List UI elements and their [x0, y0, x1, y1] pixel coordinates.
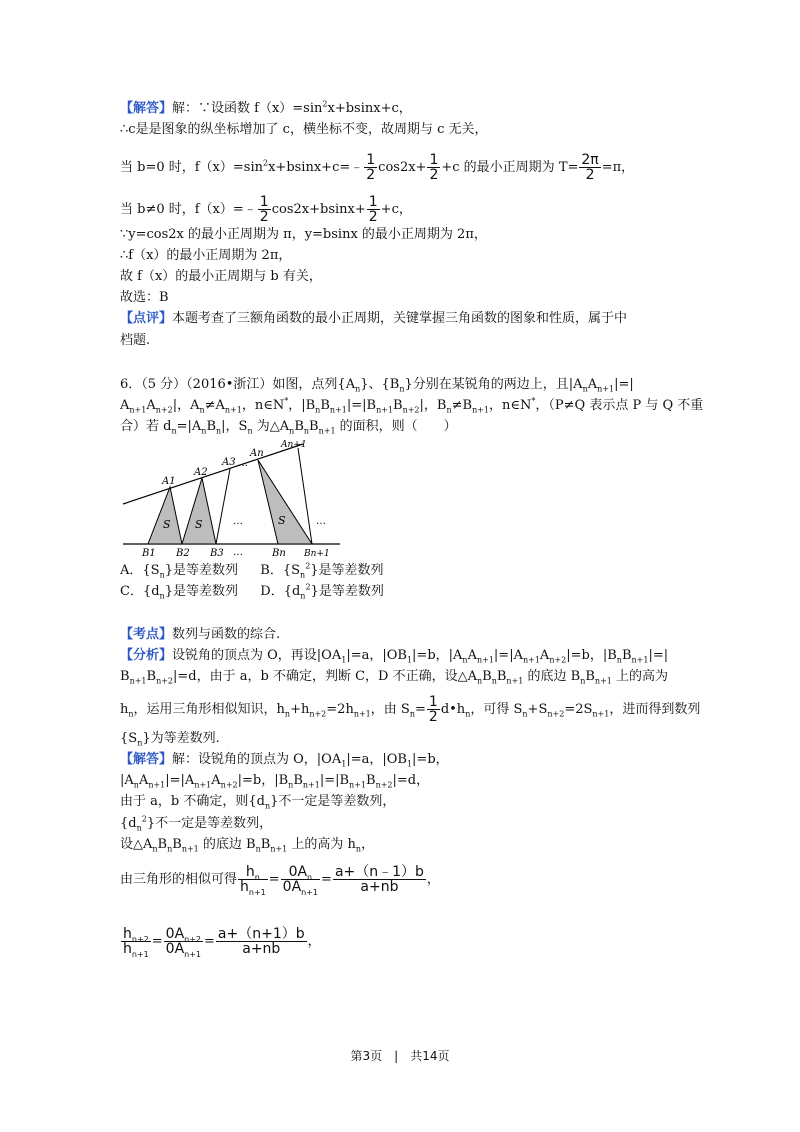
problem6-line-1: 6．（5 分）（2016•浙江）如图，点列$\{A_n\}$、$\{B_n\}$分别在某锐角的两边上，且$|A_nA_{n+1}|=|$: [120, 377, 634, 394]
s-label-n: S: [278, 514, 286, 527]
label-b1: B1: [142, 548, 156, 559]
fenxi-line-2: $B_{n+1}B_{n+2}|=d$，由于 a，b 不确定，判断 C，D 不正确，设$\triangle A_nB_nB_{n+1}$ 的底边 $B_nB_{n+1}$ 上的高为: [120, 669, 669, 686]
label-a3: A3: [222, 457, 236, 468]
kaodian-tag: 【考点】: [120, 627, 173, 642]
solution2-line-1: 【解答】解：设锐角的顶点为 O，$|OA_1|=a$，$|OB_1|=b$，: [120, 752, 449, 769]
triangle-n: [258, 460, 312, 544]
problem6-line-3: 合）若 $d_n=|A_nB_n|$，$S_n$ 为$\triangle A_nB_nB_{n+1}$ 的面积，则（ ）: [120, 419, 457, 436]
fenxi-line-3: $h_n$，运用三角形相似知识，$h_n+h_{n+2}=2h_{n+1}$，由 $S_n=$ $\frac{1}{2}$ $d•h_n$，可得 $S_n+S_{n+2}=2S_{n+1}$，进而得到数列: [120, 694, 701, 725]
dots-right: …: [316, 516, 326, 527]
solution-line-7: 故 f（x）的最小正周期与 b 有关，: [120, 269, 322, 284]
page-footer: 第3页 | 共14页: [350, 1049, 450, 1063]
solution2-line-2: $|A_nA_{n+1}|=|A_{n+1}A_{n+2}|=b$，$|B_nB_{n+1}|=|B_{n+1}B_{n+2}|=d$，: [120, 773, 430, 790]
option-a: A．$\{S_n\}$是等差数列: [120, 563, 239, 580]
fraction-half: $\frac{1}{2}$: [366, 152, 376, 183]
fraction-half: $\frac{1}{2}$: [429, 152, 439, 183]
solution2-line-3: 由于 a，b 不确定，则$\{d_n\}$不一定是等差数列，: [120, 794, 396, 811]
similarity-ratio-1: 由三角形的相似可得 $\frac{h_n}{h_{n+1}}$ = $\frac{0A_n}{0A_{n+1}}$ = $\frac{a+(n﹣1)b}{a+nb}$ ，: [120, 864, 440, 897]
fenxi-tag: 【分析】: [120, 648, 173, 663]
label-a1: A1: [162, 476, 176, 487]
triangle-1: [148, 487, 182, 544]
label-bn1: Bn+1: [304, 549, 330, 559]
fenxi-line-1: 【分析】设锐角的顶点为 O，再设$|OA_1|=a$，$|OB_1|=b$，$|A_nA_{n+1}|=|A_{n+1}A_{n+2}|=b$，$|B_nB_{n+1}|=|$: [120, 648, 669, 665]
edge-b3-a3: [216, 469, 230, 544]
comment-line-1: 【点评】本题考查了三额角函数的最小正周期，关键掌握三角函数的图象和性质，属于中: [120, 311, 628, 326]
label-a2: A2: [194, 467, 208, 478]
dots-middle: …: [233, 516, 243, 527]
fraction-two-pi-over-two: $\frac{2\pi}{2}$: [581, 152, 599, 183]
answer-tag-2: 【解答】: [120, 752, 173, 767]
fraction-half: $\frac{1}{2}$: [428, 694, 438, 725]
s-label-2: S: [195, 518, 203, 531]
dots-bottom: …: [233, 547, 243, 558]
option-b: B．$\{S_n^2\}$是等差数列: [260, 561, 384, 580]
ratio-oa-fraction: $\frac{0A_n}{0A_{n+1}}$: [282, 864, 319, 897]
ratio-ab-fraction: $\frac{a+(n﹣1)b}{a+nb}$: [334, 864, 424, 895]
ratio-h2-fraction: $\frac{h_{n+2}}{h_{n+1}}$: [123, 926, 149, 959]
solution-line-6: ∴f（x）的最小正周期为 2π，: [120, 248, 292, 263]
option-c: C．$\{d_n\}$是等差数列: [120, 584, 238, 601]
comment-tag: 【点评】: [120, 311, 173, 326]
solution2-line-4: $\{d_n^2\}$不一定是等差数列，: [120, 814, 273, 833]
label-an: An: [250, 448, 264, 459]
solution-line-1: 【解答】解：∵设函数 $f(x)=\sin^2x+bsinx+c$，: [120, 99, 412, 116]
label-b2: B2: [176, 548, 190, 559]
solution2-line-5: 设$\triangle A_nB_nB_{n+1}$ 的底边 $B_nB_{n+1}$ 上的高为 $h_n$，: [120, 837, 375, 854]
label-an1: An+1: [281, 440, 307, 450]
solution-line-3: 当 b=0 时，$f(x)=\sin^2x+bsinx+c=﹣$ $\frac{1}{2}$ cos2x+ $\frac{1}{2}$ +c 的最小正周期为 T= $\frac{2\pi}{2}$ =π，: [120, 152, 635, 183]
solution-line-2: ∴c是是图象的纵坐标增加了 c，横坐标不变，故周期与 c 无关，: [120, 122, 488, 137]
fraction-half: $\frac{1}{2}$: [259, 194, 269, 225]
answer-tag: 【解答】: [120, 101, 173, 116]
ratio-ab2-fraction: $\frac{a+(n+1)b}{a+nb}$: [217, 926, 305, 957]
kaodian-line: 【考点】数列与函数的综合.: [120, 627, 281, 642]
option-d: D．$\{d_n^2\}$是等差数列: [260, 582, 384, 601]
solution-line-5: ∵y=cos2x 的最小正周期为 π，y=bsinx 的最小正周期为 2π，: [120, 227, 487, 242]
ratio-oa2-fraction: $\frac{0A_{n+2}}{0A_{n+1}}$: [165, 926, 202, 959]
similarity-ratio-2: $\frac{h_{n+2}}{h_{n+1}}$ = $\frac{0A_{n+2}}{0A_{n+1}}$ = $\frac{a+(n+1)b}{a+nb}$ ，: [123, 926, 321, 959]
options-line-1: [120, 562, 384, 580]
options-line-2: [120, 583, 384, 601]
label-bn: Bn: [272, 548, 286, 559]
label-b3: B3: [210, 548, 224, 559]
s-label-1: S: [163, 518, 171, 531]
triangle-sequence-figure: [118, 440, 348, 560]
solution-line-8: 故选：B: [120, 290, 169, 305]
triangle-2: [182, 478, 216, 544]
solution-line-4: 当 b≠0 时，f（x）=﹣ $\frac{1}{2}$ cos2x+bsinx+ $\frac{1}{2}$ +c，: [120, 194, 412, 225]
dots-top: …: [238, 458, 248, 469]
ratio-h-fraction: $\frac{h_n}{h_{n+1}}$: [240, 864, 266, 897]
fenxi-line-4: $\{S_n\}$为等差数列.: [120, 731, 220, 748]
comment-line-2: 档题.: [120, 333, 151, 348]
problem6-line-2: $A_{n+1}A_{n+2}|$，$A_n\ne A_{n+1}$，n∈N*，$|B_nB_{n+1}|=|B_{n+1}B_{n+2}|$，$B_n\ne B_{n+1}$，n∈N*，（P≠Q 表示点 P 与 Q 不重: [120, 396, 704, 415]
fraction-half: $\frac{1}{2}$: [368, 194, 378, 225]
